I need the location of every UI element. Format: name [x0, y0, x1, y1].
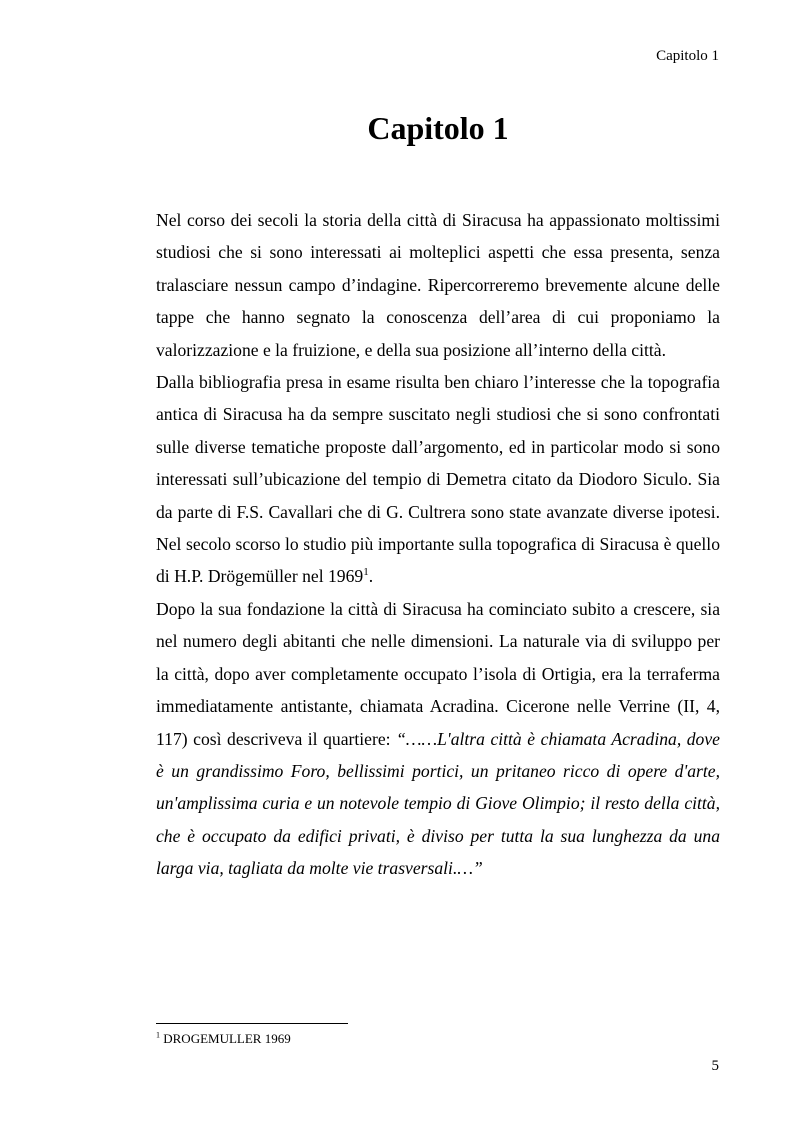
footnote-text: DROGEMULLER 1969: [160, 1031, 291, 1046]
footnote: [156, 1031, 291, 1047]
body-text: [156, 204, 720, 885]
cicero-quote: “……L'altra città è chiamata Acradina, dove è un grandissimo Foro, bellissimi portici, un pritaneo ricco di opere d'arte, un'amplissima curia e un notevole tempio di Giove Olimpio; il resto della città, che è occupato da edifici privati, è diviso per tutta la sua lunghezza da una larga via, tagliata da molte vie trasversali.…”: [156, 728, 720, 879]
paragraph-1: Nel corso dei secoli la storia della città di Siracusa ha appassionato moltissimi studiosi che si sono interessati ai molteplici aspetti che essa presenta, senza tralasciare nessun campo d’indagine. Ripercorreremo brevemente alcune delle tappe che hanno segnato la conoscenza dell’area di cui proponiamo la valorizzazione e la fruizione, e della sua posizione all’interno della città.: [156, 210, 720, 360]
paragraph-3-text: Dopo la sua fondazione la città di Siracusa ha cominciato subito a crescere, sia nel numero degli abitanti che nelle dimensioni. La naturale via di sviluppo per la città, dopo aver completamente occupato l’isola di Ortigia, era la terraferma immediatamente antistante, chiamata Acradina. Cicerone nelle Verrine (II, 4, 117) così descriveva il quartiere:: [156, 598, 720, 749]
paragraph-3: [156, 593, 720, 885]
paragraph-2-text: Dalla bibliografia presa in esame risulta ben chiaro l’interesse che la topografia antica di Siracusa ha da sempre suscitato negli studiosi che si sono confrontati sulle diverse tematiche proposte dall’argomento, ed in particolar modo si sono interessati sull’ubicazione del tempio di Demetra citato da Diodoro Siculo. Sia da parte di F.S. Cavallari che di G. Cultrera sono state avanzate diverse ipotesi. Nel secolo scorso lo studio più importante sulla topografica di Siracusa è quello di H.P. Drögemüller nel 1969: [156, 372, 720, 587]
chapter-title: Capitolo 1: [367, 110, 509, 146]
paragraph-2: [156, 366, 720, 593]
running-header: Capitolo 1: [656, 48, 719, 64]
paragraph-2-end: .: [368, 566, 374, 587]
footnote-rule: [156, 1023, 348, 1024]
footnote-marker: 1: [156, 1030, 160, 1040]
page-number: 5: [711, 1058, 719, 1074]
footnote-reference: 1: [363, 566, 369, 579]
